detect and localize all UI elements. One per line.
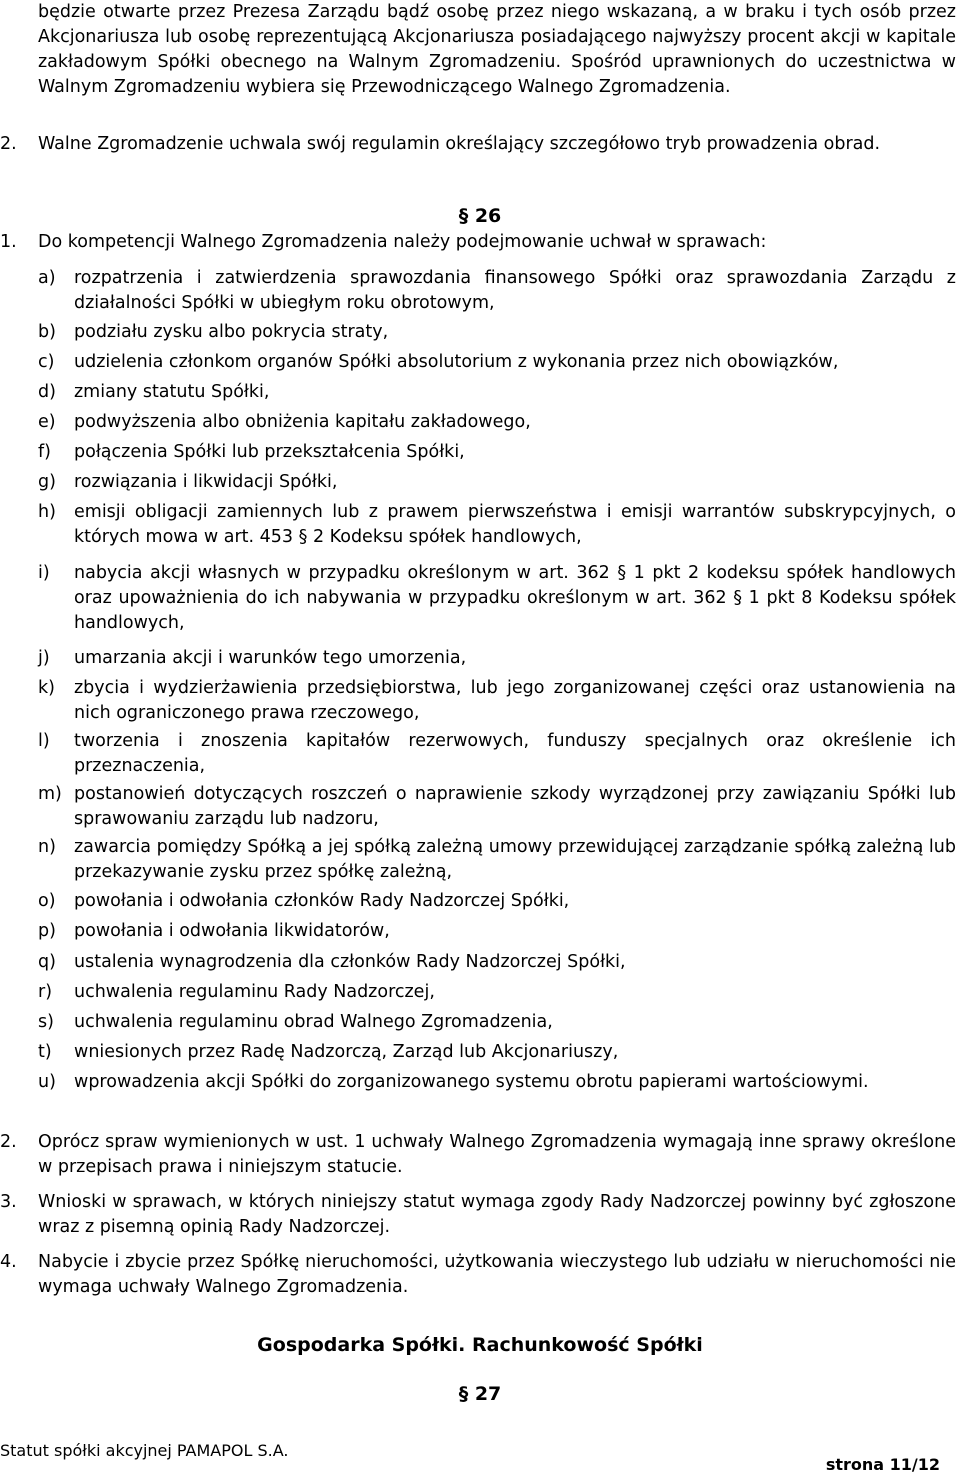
- paragraph-2-text: Walne Zgromadzenie uchwala swój regulamin określający szczegółowo tryb prowadzenia obrad.: [38, 134, 881, 154]
- list-item-letter: d): [38, 382, 56, 402]
- paragraph-1-text: Do kompetencji Walnego Zgromadzenia należy podejmowanie uchwał w sprawach:: [38, 232, 767, 252]
- list-item-letter: f): [38, 442, 51, 462]
- list-item-text: udzielenia członkom organów Spółki absolutorium z wykonania przez nich obowiązków,: [74, 352, 839, 372]
- list-item-letter: l): [38, 731, 50, 751]
- list-item-letter: r): [38, 982, 53, 1002]
- numbered-paragraph-body: [38, 1250, 956, 1300]
- list-item-letter: g): [38, 472, 56, 492]
- list-item-text: podziału zysku albo pokrycia straty,: [74, 322, 389, 342]
- list-item-text: uchwalenia regulaminu Rady Nadzorczej,: [74, 982, 435, 1002]
- list-item-letter: p): [38, 921, 56, 941]
- footer-page-number: strona 11/12: [825, 1455, 940, 1474]
- list-item-text: połączenia Spółki lub przekształcenia Spółki,: [74, 442, 465, 462]
- list-item-letter: b): [38, 322, 56, 342]
- list-item-letter: a): [38, 268, 56, 288]
- list-item-letter: e): [38, 412, 56, 432]
- list-item-letter: o): [38, 891, 56, 911]
- list-item-text: zbycia i wydzierżawienia przedsiębiorstwa, lub jego zorganizowanej części oraz ustanowienia na nich ograniczonego prawa rzeczowego,: [74, 678, 956, 723]
- paragraph-1-number: 1.: [0, 232, 17, 252]
- list-item-letter: k): [38, 678, 55, 698]
- numbered-paragraph-number: 2.: [0, 1132, 17, 1152]
- section-26-heading: § 26: [458, 205, 502, 227]
- top-paragraph-text: będzie otwarte przez Prezesa Zarządu bądź osobę przez niego wskazaną, a w braku i tych osób przez Akcjonariusza lub osobę reprezentującą Akcjonariusza posiadającego najwyższy procent akcji w kapitale zakładowym Spółki obecnego na Walnym Zgromadzeniu. Spośród uprawnionych do uczestnictwa w Walnym Zgromadzeniu wybiera się Przewodniczącego Walnego Zgromadzenia.: [38, 2, 956, 97]
- list-item-letter: q): [38, 952, 56, 972]
- paragraph-1-body: [38, 230, 956, 255]
- list-item-text: uchwalenia regulaminu obrad Walnego Zgromadzenia,: [74, 1012, 553, 1032]
- numbered-paragraph-text: Oprócz spraw wymienionych w ust. 1 uchwały Walnego Zgromadzenia wymagają inne sprawy określone w przepisach prawa i niniejszym statucie.: [38, 1132, 956, 1177]
- list-item-letter: j): [38, 648, 50, 668]
- paragraph-2-body: [38, 132, 956, 157]
- numbered-paragraph-number: 3.: [0, 1192, 17, 1212]
- list-item-letter: t): [38, 1042, 52, 1062]
- list-item-text: nabycia akcji własnych w przypadku określonym w art. 362 § 1 pkt 2 kodeksu spółek handlowych oraz upoważnienia do ich nabywania w przypadku określonym w art. 362 § 1 pkt 8 Kodeksu spółek handlowych,: [74, 563, 956, 633]
- list-item-text: rozwiązania i likwidacji Spółki,: [74, 472, 338, 492]
- section-27-heading: § 27: [458, 1383, 502, 1405]
- list-item-text: umarzania akcji i warunków tego umorzenia,: [74, 648, 467, 668]
- list-item-letter: s): [38, 1012, 54, 1032]
- list-item-text: emisji obligacji zamiennych lub z prawem pierwszeństwa i emisji warrantów subskrypcyjnych, o których mowa w art. 453 § 2 Kodeksu spółek handlowych,: [74, 502, 956, 547]
- list-item-text: zmiany statutu Spółki,: [74, 382, 270, 402]
- list-item-letter: n): [38, 837, 56, 857]
- list-item-text: tworzenia i znoszenia kapitałów rezerwowych, funduszy specjalnych oraz określenie ich przeznaczenia,: [74, 731, 956, 776]
- numbered-paragraph-number: 4.: [0, 1252, 17, 1272]
- list-item-text: rozpatrzenia i zatwierdzenia sprawozdania finansowego Spółki oraz sprawozdania Zarządu z działalności Spółki w ubiegłym roku obrotowym,: [74, 268, 956, 313]
- list-item-letter: h): [38, 502, 56, 522]
- list-item-text: zawarcia pomiędzy Spółką a jej spółką zależną umowy przewidującej zarządzanie spółką zależną lub przekazywanie zysku przez spółkę zależną,: [74, 837, 956, 882]
- section-heading: Gospodarka Spółki. Rachunkowość Spółki: [257, 1334, 703, 1356]
- list-item-text: powołania i odwołania likwidatorów,: [74, 921, 390, 941]
- list-item-text: podwyższenia albo obniżenia kapitału zakładowego,: [74, 412, 531, 432]
- numbered-paragraph-body: [38, 1130, 956, 1180]
- paragraph-2-number: 2.: [0, 134, 17, 154]
- list-item-letter: m): [38, 784, 62, 804]
- top-paragraph: [38, 0, 956, 100]
- footer-document-title: Statut spółki akcyjnej PAMAPOL S.A.: [0, 1441, 289, 1460]
- list-item-text: postanowień dotyczących roszczeń o naprawienie szkody wyrządzonej przy zawiązaniu Spółki lub sprawowaniu zarządu lub nadzoru,: [74, 784, 956, 829]
- list-item-text: ustalenia wynagrodzenia dla członków Rady Nadzorczej Spółki,: [74, 952, 626, 972]
- list-item-text: wprowadzenia akcji Spółki do zorganizowanego systemu obrotu papierami wartościowymi.: [74, 1072, 869, 1092]
- numbered-paragraph-body: [38, 1190, 956, 1240]
- list-item-text: powołania i odwołania członków Rady Nadzorczej Spółki,: [74, 891, 570, 911]
- numbered-paragraph-text: Nabycie i zbycie przez Spółkę nieruchomości, użytkowania wieczystego lub udziału w nieruchomości nie wymaga uchwały Walnego Zgromadzenia.: [38, 1252, 956, 1297]
- list-item-letter: i): [38, 563, 50, 583]
- numbered-paragraph-text: Wnioski w sprawach, w których niniejszy statut wymaga zgody Rady Nadzorczej powinny być zgłoszone wraz z pisemną opinią Rady Nadzorczej.: [38, 1192, 956, 1237]
- list-item-letter: u): [38, 1072, 56, 1092]
- list-item-text: wniesionych przez Radę Nadzorczą, Zarząd lub Akcjonariuszy,: [74, 1042, 619, 1062]
- list-item-letter: c): [38, 352, 55, 372]
